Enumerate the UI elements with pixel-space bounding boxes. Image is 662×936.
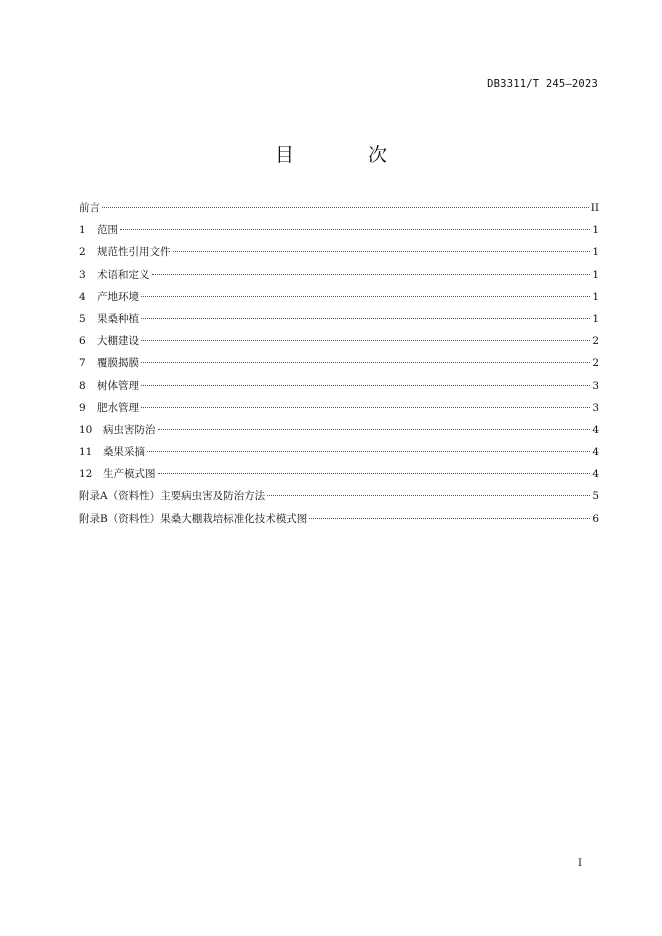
toc-entry-page: 1 [592, 246, 599, 259]
toc-leader-dots [173, 251, 591, 252]
toc-entry-12[interactable] [79, 467, 599, 489]
page-number: I [578, 858, 582, 869]
toc-entry-9[interactable] [79, 401, 599, 423]
toc-entry-3[interactable] [79, 268, 599, 290]
toc-entry-title: 生产模式图 [103, 468, 156, 481]
toc-leader-dots [267, 495, 590, 496]
toc-entry-7[interactable] [79, 356, 599, 378]
toc-leader-dots [141, 318, 590, 319]
toc-entry-foreword[interactable] [79, 201, 599, 223]
toc-leader-dots [141, 340, 590, 341]
toc-entry-page: 2 [592, 335, 599, 348]
toc-entry-number: 4 [79, 290, 86, 303]
toc-entry-title: 前言 [79, 202, 100, 214]
toc-entry-number: 9 [79, 401, 86, 414]
toc-entry-2[interactable] [79, 245, 599, 267]
toc-leader-dots [141, 385, 590, 386]
toc-leader-dots [141, 296, 590, 297]
toc-entry-title: 规范性引用文件 [97, 246, 171, 259]
toc-entry-1[interactable] [79, 223, 599, 245]
toc-leader-dots [141, 362, 590, 363]
toc-entry-title: 果桑种植 [97, 312, 139, 325]
toc-leader-dots [158, 429, 591, 430]
toc-entry-page: 1 [592, 312, 599, 325]
toc-leader-dots [102, 207, 589, 208]
page-title: 目 次 [274, 144, 422, 166]
toc-entry-title: 病虫害防治 [103, 423, 156, 436]
toc-entry-page: 1 [592, 268, 599, 281]
toc-entry-page: 1 [592, 290, 599, 303]
toc-entry-page: 1 [592, 224, 599, 237]
toc-leader-dots [158, 473, 591, 474]
toc-entry-title: 附录A（资料性）主要病虫害及防治方法 [79, 490, 266, 503]
toc-entry-page: 5 [592, 490, 599, 503]
toc-entry-page: 2 [592, 357, 599, 370]
toc-leader-dots [309, 518, 590, 519]
toc-entry-number: 3 [79, 268, 86, 281]
toc-entry-title: 大棚建设 [97, 335, 139, 348]
toc-entry-number: 7 [79, 357, 86, 370]
table-of-contents [79, 201, 599, 534]
toc-entry-title: 桑果采摘 [103, 446, 145, 459]
toc-entry-5[interactable] [79, 312, 599, 334]
toc-leader-dots [120, 229, 590, 230]
toc-entry-4[interactable] [79, 290, 599, 312]
toc-entry-appendix-a[interactable] [79, 489, 599, 511]
toc-entry-number: 10 [79, 423, 93, 436]
toc-entry-11[interactable] [79, 445, 599, 467]
toc-leader-dots [147, 451, 590, 452]
toc-entry-page: 3 [592, 401, 599, 414]
toc-entry-page: 4 [592, 446, 599, 459]
toc-entry-number: 2 [79, 246, 86, 259]
toc-entry-title: 附录B（资料性）果桑大棚栽培标准化技术模式图 [79, 512, 308, 525]
toc-entry-number: 8 [79, 379, 86, 392]
toc-leader-dots [152, 274, 591, 275]
toc-entry-title: 产地环境 [97, 290, 139, 303]
toc-entry-number: 1 [79, 224, 86, 237]
toc-entry-page: 3 [592, 379, 599, 392]
toc-entry-page: 4 [592, 423, 599, 436]
toc-leader-dots [141, 407, 590, 408]
toc-entry-appendix-b[interactable] [79, 512, 599, 534]
toc-entry-title: 术语和定义 [97, 268, 150, 281]
document-code: DB3311/T 245—2023 [487, 78, 598, 90]
toc-entry-number: 5 [79, 312, 86, 325]
toc-entry-title: 覆膜揭膜 [97, 357, 139, 370]
toc-entry-6[interactable] [79, 334, 599, 356]
toc-entry-page: 4 [592, 468, 599, 481]
toc-entry-number: 6 [79, 335, 86, 348]
toc-entry-number: 12 [79, 468, 93, 481]
toc-entry-page: II [590, 202, 599, 214]
toc-entry-title: 树体管理 [97, 379, 139, 392]
toc-entry-number: 11 [79, 446, 93, 459]
toc-entry-title: 范围 [97, 224, 118, 237]
toc-entry-8[interactable] [79, 379, 599, 401]
toc-entry-page: 6 [592, 512, 599, 525]
toc-entry-title: 肥水管理 [97, 401, 139, 414]
toc-entry-10[interactable] [79, 423, 599, 445]
